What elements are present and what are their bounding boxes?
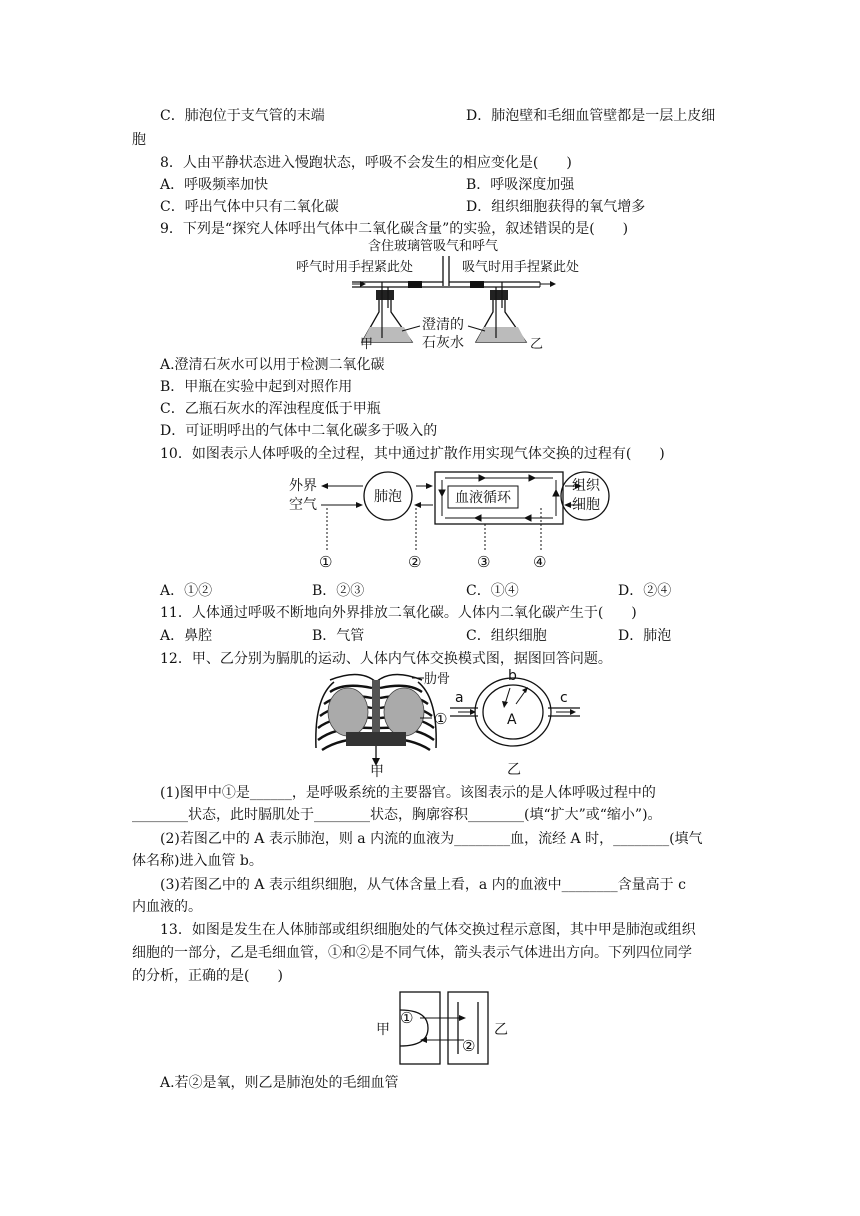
q10-option-b: B．②③ (312, 583, 365, 599)
q12-label-b: b (508, 668, 517, 684)
q12-label-c: c (560, 690, 568, 706)
q9-label-left: 呼气时用手捏紧此处 (296, 260, 414, 275)
q9-label-jia: 甲 (360, 337, 374, 352)
q12-label-a: a (455, 690, 464, 706)
q10-label-3: ③ (477, 553, 491, 571)
q12-label-rib: 肋骨 (424, 672, 451, 687)
flask-jia (362, 282, 412, 342)
q9-option-c: C．乙瓶石灰水的浑浊程度低于甲瓶 (160, 401, 381, 417)
q7-option-c: C．肺泡位于支气管的末端 (160, 108, 325, 124)
q8-option-a: A．呼吸频率加快 (160, 177, 269, 193)
q13-stem-line2: 细胞的一部分，乙是毛细血管，①和②是不同气体，箭头表示气体进出方向。下列四位同学 (132, 945, 692, 961)
q9-option-b: B．甲瓶在实验中起到对照作用 (160, 379, 353, 395)
q13-label-yi: 乙 (494, 1022, 508, 1038)
q10-respiration-figure (285, 468, 615, 573)
q10-label-2: ② (408, 553, 422, 571)
q12-label-1: ① (434, 710, 448, 728)
q13-label-jia: 甲 (376, 1022, 390, 1038)
q11-option-b: B．气管 (312, 628, 365, 644)
q10-label-outside: 外界 (289, 478, 317, 494)
q9-option-d: D．可证明呼出的气体中二氧化碳多于吸入的 (160, 423, 438, 439)
q9-stem: 9．下列是“探究人体呼出气体中二氧化碳含量”的实验，叙述错误的是( ) (160, 221, 629, 237)
q12-label-yi: 乙 (507, 762, 521, 778)
q9-label-right: 吸气时用手捏紧此处 (462, 260, 580, 275)
q11-option-c: C．组织细胞 (466, 628, 547, 644)
q12-part1-line1: (1)图甲中①是______，是呼吸系统的主要器官。该图表示的是人体呼吸过程中的 (160, 785, 656, 801)
q12-label-A: A (507, 712, 517, 728)
q13-stem-line1: 13．如图是发生在人体肺部或组织细胞处的气体交换过程示意图，其中甲是肺泡或组织 (160, 922, 696, 938)
q13-label-1: ① (400, 1009, 414, 1027)
q9-label-limewater: 石灰水 (422, 335, 464, 351)
q9-label-clear: 澄清的 (422, 317, 464, 333)
q10-stem: 10．如图表示人体呼吸的全过程，其中通过扩散作用实现气体交换的过程有( ) (160, 446, 665, 462)
q10-label-1: ① (319, 553, 333, 571)
q12-part2-line1: (2)若图乙中的 A 表示肺泡，则 a 内流的血液为________血，流经 A 时，________(填气 (160, 831, 703, 847)
q11-option-d: D．肺泡 (618, 628, 672, 644)
q9-option-a: A.澄清石灰水可以用于检测二氧化碳 (160, 357, 385, 373)
q11-stem: 11．人体通过呼吸不断地向外界排放二氧化碳。人体内二氧化碳产生于( ) (160, 605, 637, 621)
q10-label-blood: 血液循环 (455, 490, 511, 506)
q12-part3-line2: 内血液的。 (132, 899, 202, 915)
q10-option-a: A．①② (160, 583, 213, 599)
q12-part3-line1: (3)若图乙中的 A 表示组织细胞，从气体含量上看，a 内的血液中________含量高于 c (160, 877, 686, 893)
q12-part2-line2: 体名称)进入血管 b。 (132, 853, 263, 869)
q9-apparatus-figure (290, 238, 610, 353)
q7-option-d-continued: 胞 (132, 132, 146, 148)
q10-option-c: C．①④ (466, 583, 519, 599)
q13-option-a: A.若②是氧，则乙是肺泡处的毛细血管 (160, 1075, 399, 1091)
q10-label-alveolus: 肺泡 (374, 489, 402, 505)
q7-option-d: D．肺泡壁和毛细血管壁都是一层上皮细 (466, 108, 716, 124)
q12-stem: 12．甲、乙分别为膈肌的运动、人体内气体交换模式图，据图回答问题。 (160, 651, 612, 667)
q12-part1-line2: ________状态，此时膈肌处于________状态，胸廓容积________(填“扩大”或“缩小”)。 (132, 807, 662, 823)
q9-label-yi: 乙 (530, 337, 544, 352)
q10-label-air: 空气 (289, 497, 317, 513)
q9-label-top: 含住玻璃管吸气和呼气 (368, 239, 499, 254)
q8-option-b: B．呼吸深度加强 (466, 177, 575, 193)
rib-cage-drawing (316, 674, 436, 766)
q12-label-jia: 甲 (370, 764, 384, 780)
q13-label-2: ② (462, 1037, 476, 1055)
q12-figure (300, 668, 600, 780)
q11-option-a: A．鼻腔 (160, 628, 213, 644)
flask-yi (476, 282, 526, 342)
q10-label-cell: 细胞 (572, 497, 600, 513)
q8-option-d: D．组织细胞获得的氧气增多 (466, 199, 646, 215)
q8-option-c: C．呼出气体中只有二氧化碳 (160, 199, 339, 215)
q13-figure (370, 988, 520, 1070)
q10-label-tissue: 组织 (572, 478, 600, 494)
q10-option-d: D．②④ (618, 583, 672, 599)
q10-label-4: ④ (533, 553, 547, 571)
q13-stem-line3: 的分析，正确的是( ) (132, 968, 283, 984)
q8-stem: 8．人由平静状态进入慢跑状态，呼吸不会发生的相应变化是( ) (160, 155, 572, 171)
